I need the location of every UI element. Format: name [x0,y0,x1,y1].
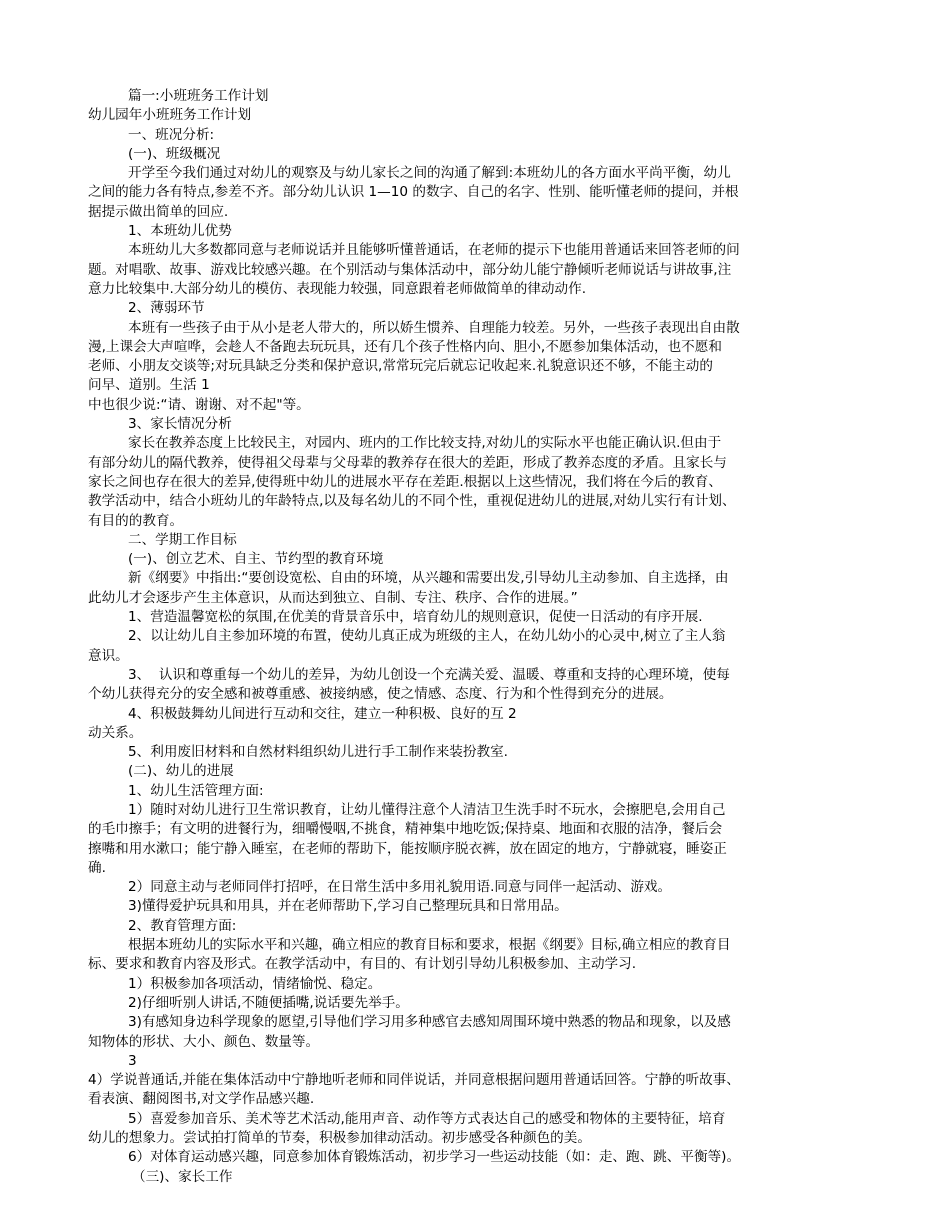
item-heading: 1、幼儿生活管理方面: [128,782,264,799]
paragraph-line: 标、要求和教育内容及形式。在教学活动中，有目的、有计划引导幼儿积极参加、主动学习. [88,956,637,973]
paragraph-line: 家长在教养态度上比较民主，对园内、班内的工作比较支持,对幼儿的实际水平也能正确认识.但由于 [128,435,722,452]
subsection-heading: (一)、创立艺术、自主、节约型的教育环境 [128,551,384,568]
paragraph-line: 之间的能力各有特点,参差不齐。部分幼儿认识 1—10 的数字、自己的名字、性别、能听懂老师的提问，并根 [88,184,739,201]
paragraph-line: 新《纲要》中指出:“要创设宽松、自由的环境，从兴趣和需要出发,引导幼儿主动参加、自主选择，由 [128,570,729,587]
paragraph-line: 家长之间也存在很大的差异,使得班中幼儿的进展水平存在差距.根据以上这些情况，我们将在今后的教育、 [88,473,722,490]
paragraph-line: 2、以让幼儿自主参加环境的布置，使幼儿真正成为班级的主人，在幼儿幼小的心灵中,树立了主人翁 [128,628,726,645]
paragraph-line: 据提示做出简单的回应. [88,203,229,220]
paragraph-line: 3)有感知身边科学现象的愿望,引导他们学习用多种感官去感知周围环境中熟悉的物品和现象，以及感 [128,1014,731,1031]
paragraph-line: 个幼儿获得充分的安全感和被尊重感、被接纳感，使之情感、态度、行为和个性得到充分的进展。 [88,686,673,703]
paragraph-line: 擦嘴和用水漱口；能宁静入睡室，在老师的帮助下，能按顺序脱衣裤，放在固定的地方，宁静就寝，睡姿正 [88,840,727,857]
paragraph-line: 题。对唱歌、故事、游戏比较感兴趣。在个别活动与集体活动中，部分幼儿能宁静倾听老师说话与讲故事,注 [88,261,732,278]
item-heading: 1、本班幼儿优势 [128,223,232,240]
paragraph-line: 1、营造温馨宽松的氛围,在优美的背景音乐中，培育幼儿的规则意识，促使一日活动的有序开展. [128,609,703,626]
paragraph-line: 幼儿的想象力。尝试拍打简单的节奏，积极参加律动活动。初步感受各种颜色的美。 [88,1130,591,1147]
paragraph-line: 看表演、翻阅图书,对文学作品感兴趣. [88,1091,315,1108]
paragraph-line: 2)仔细听别人讲话,不随便插嘴,说话要先举手。 [128,994,409,1011]
paragraph-line: 3)懂得爱护玩具和用具，并在老师帮助下,学习自己整理玩具和日常用品。 [128,898,568,915]
document-title: 幼儿园年小班班务工作计划 [88,107,252,124]
paragraph-line: 老师、小朋友交谈等;对玩具缺乏分类和保护意识,常常玩完后就忘记收起来.礼貌意识还不够，不能主动的 [88,358,713,375]
paragraph-line: 本班幼儿大多数都同意与老师说话并且能够听懂普通话，在老师的提示下也能用普通话来回答老师的问 [128,242,740,259]
paragraph-line: 本班有一些孩子由于从小是老人带大的，所以娇生惯养、自理能力较差。另外，一些孩子表现出自由散 [128,319,740,336]
document-page [88,87,864,1187]
paragraph-line: 2）同意主动与老师同伴打招呼，在日常生活中多用礼貌用语.同意与同伴一起活动、游戏。 [128,879,672,896]
paragraph-line: 5）喜爱参加音乐、美术等艺术活动,能用声音、动作等方式表达自己的感受和物体的主要特征，培育 [128,1110,726,1127]
item-heading: 2、薄弱环节 [128,300,205,317]
paragraph-line: 中也很少说:“请、谢谢、对不起"等。 [88,396,310,413]
paragraph-line: 1）积极参加各项活动，情绪愉悦、稳定。 [128,975,382,992]
item-heading: 3、家长情况分析 [128,416,232,433]
subsection-heading: (二)、幼儿的进展 [128,763,234,780]
paragraph-line: 此幼儿才会逐步产生主体意识，从而达到独立、自制、专注、秩序、合作的进展。” [88,589,578,606]
paragraph-line: 5、利用废旧材料和自然材料组织幼儿进行手工制作来装扮教室. [128,744,508,761]
paragraph-line: 6）对体育运动感兴趣，同意参加体育锻炼活动，初步学习一些运动技能（如：走、跑、跳、平衡等)。 [128,1149,741,1166]
paragraph-line: 有目的的教育。 [88,512,184,529]
paragraph-line: 开学至今我们通过对幼儿的观察及与幼儿家长之间的沟通了解到:本班幼儿的各方面水平尚平衡，幼儿 [128,165,731,182]
section-heading: 二、学期工作目标 [128,531,237,548]
paragraph-line: 意力比较集中.大部分幼儿的模仿、表现能力较强，同意跟着老师做简单的律动动作. [88,280,587,297]
item-heading: 2、教育管理方面: [128,917,237,934]
section-heading: 一、班况分析: [128,126,215,143]
subsection-heading: (一)、班级概况 [128,145,221,162]
paragraph-line: 漫,上课会大声喧哗，会趁人不备跑去玩玩具，还有几个孩子性格内向、胆小,不愿参加集体活动，也不愿和 [88,338,722,355]
paragraph-line: 问早、道别。生活 1 [88,377,210,394]
paragraph-line: 有部分幼儿的隔代教养，使得祖父母辈与父母辈的教养存在很大的差距，形成了教养态度的矛盾。且家长与 [88,454,727,471]
paragraph-line: 教学活动中，结合小班幼儿的年龄特点,以及每名幼儿的不同个性，重视促进幼儿的进展,对幼儿实行有计划、 [88,493,736,510]
paragraph-line: 根据本班幼儿的实际水平和兴趣，确立相应的教育目标和要求，根据《纲要》目标,确立相应的教育目 [128,937,731,954]
chapter-heading: 篇一:小班班务工作计划 [128,88,269,104]
paragraph-line: 3、 认识和尊重每一个幼儿的差异，为幼儿创设一个充满关爱、温暖、尊重和支持的心理环境，使每 [128,666,730,683]
paragraph-line: 4、积极鼓舞幼儿间进行互动和交往，建立一种积极、良好的互 2 [128,705,517,722]
paragraph-line: 确. [88,859,106,876]
page-number: 3 [128,1052,137,1069]
paragraph-line: 的毛巾擦手；有文明的进餐行为，细嚼慢咽,不挑食，精神集中地吃饭;保持桌、地面和衣服的洁净，餐后会 [88,821,723,838]
paragraph-line: 1）随时对幼儿进行卫生常识教育，让幼儿懂得注意个人清洁卫生洗手时不玩水，会擦肥皂,会用自己 [128,801,726,818]
paragraph-line: 4）学说普通话,并能在集体活动中宁静地听老师和同伴说话，并同意根据问题用普通话回答。宁静的听故事、 [88,1072,740,1089]
subsection-heading: （三)、家长工作 [132,1168,233,1185]
paragraph-line: 动关系。 [88,724,143,741]
paragraph-line: 知物体的形状、大小、颜色、数量等。 [88,1033,320,1050]
paragraph-line: 意识。 [88,647,129,664]
